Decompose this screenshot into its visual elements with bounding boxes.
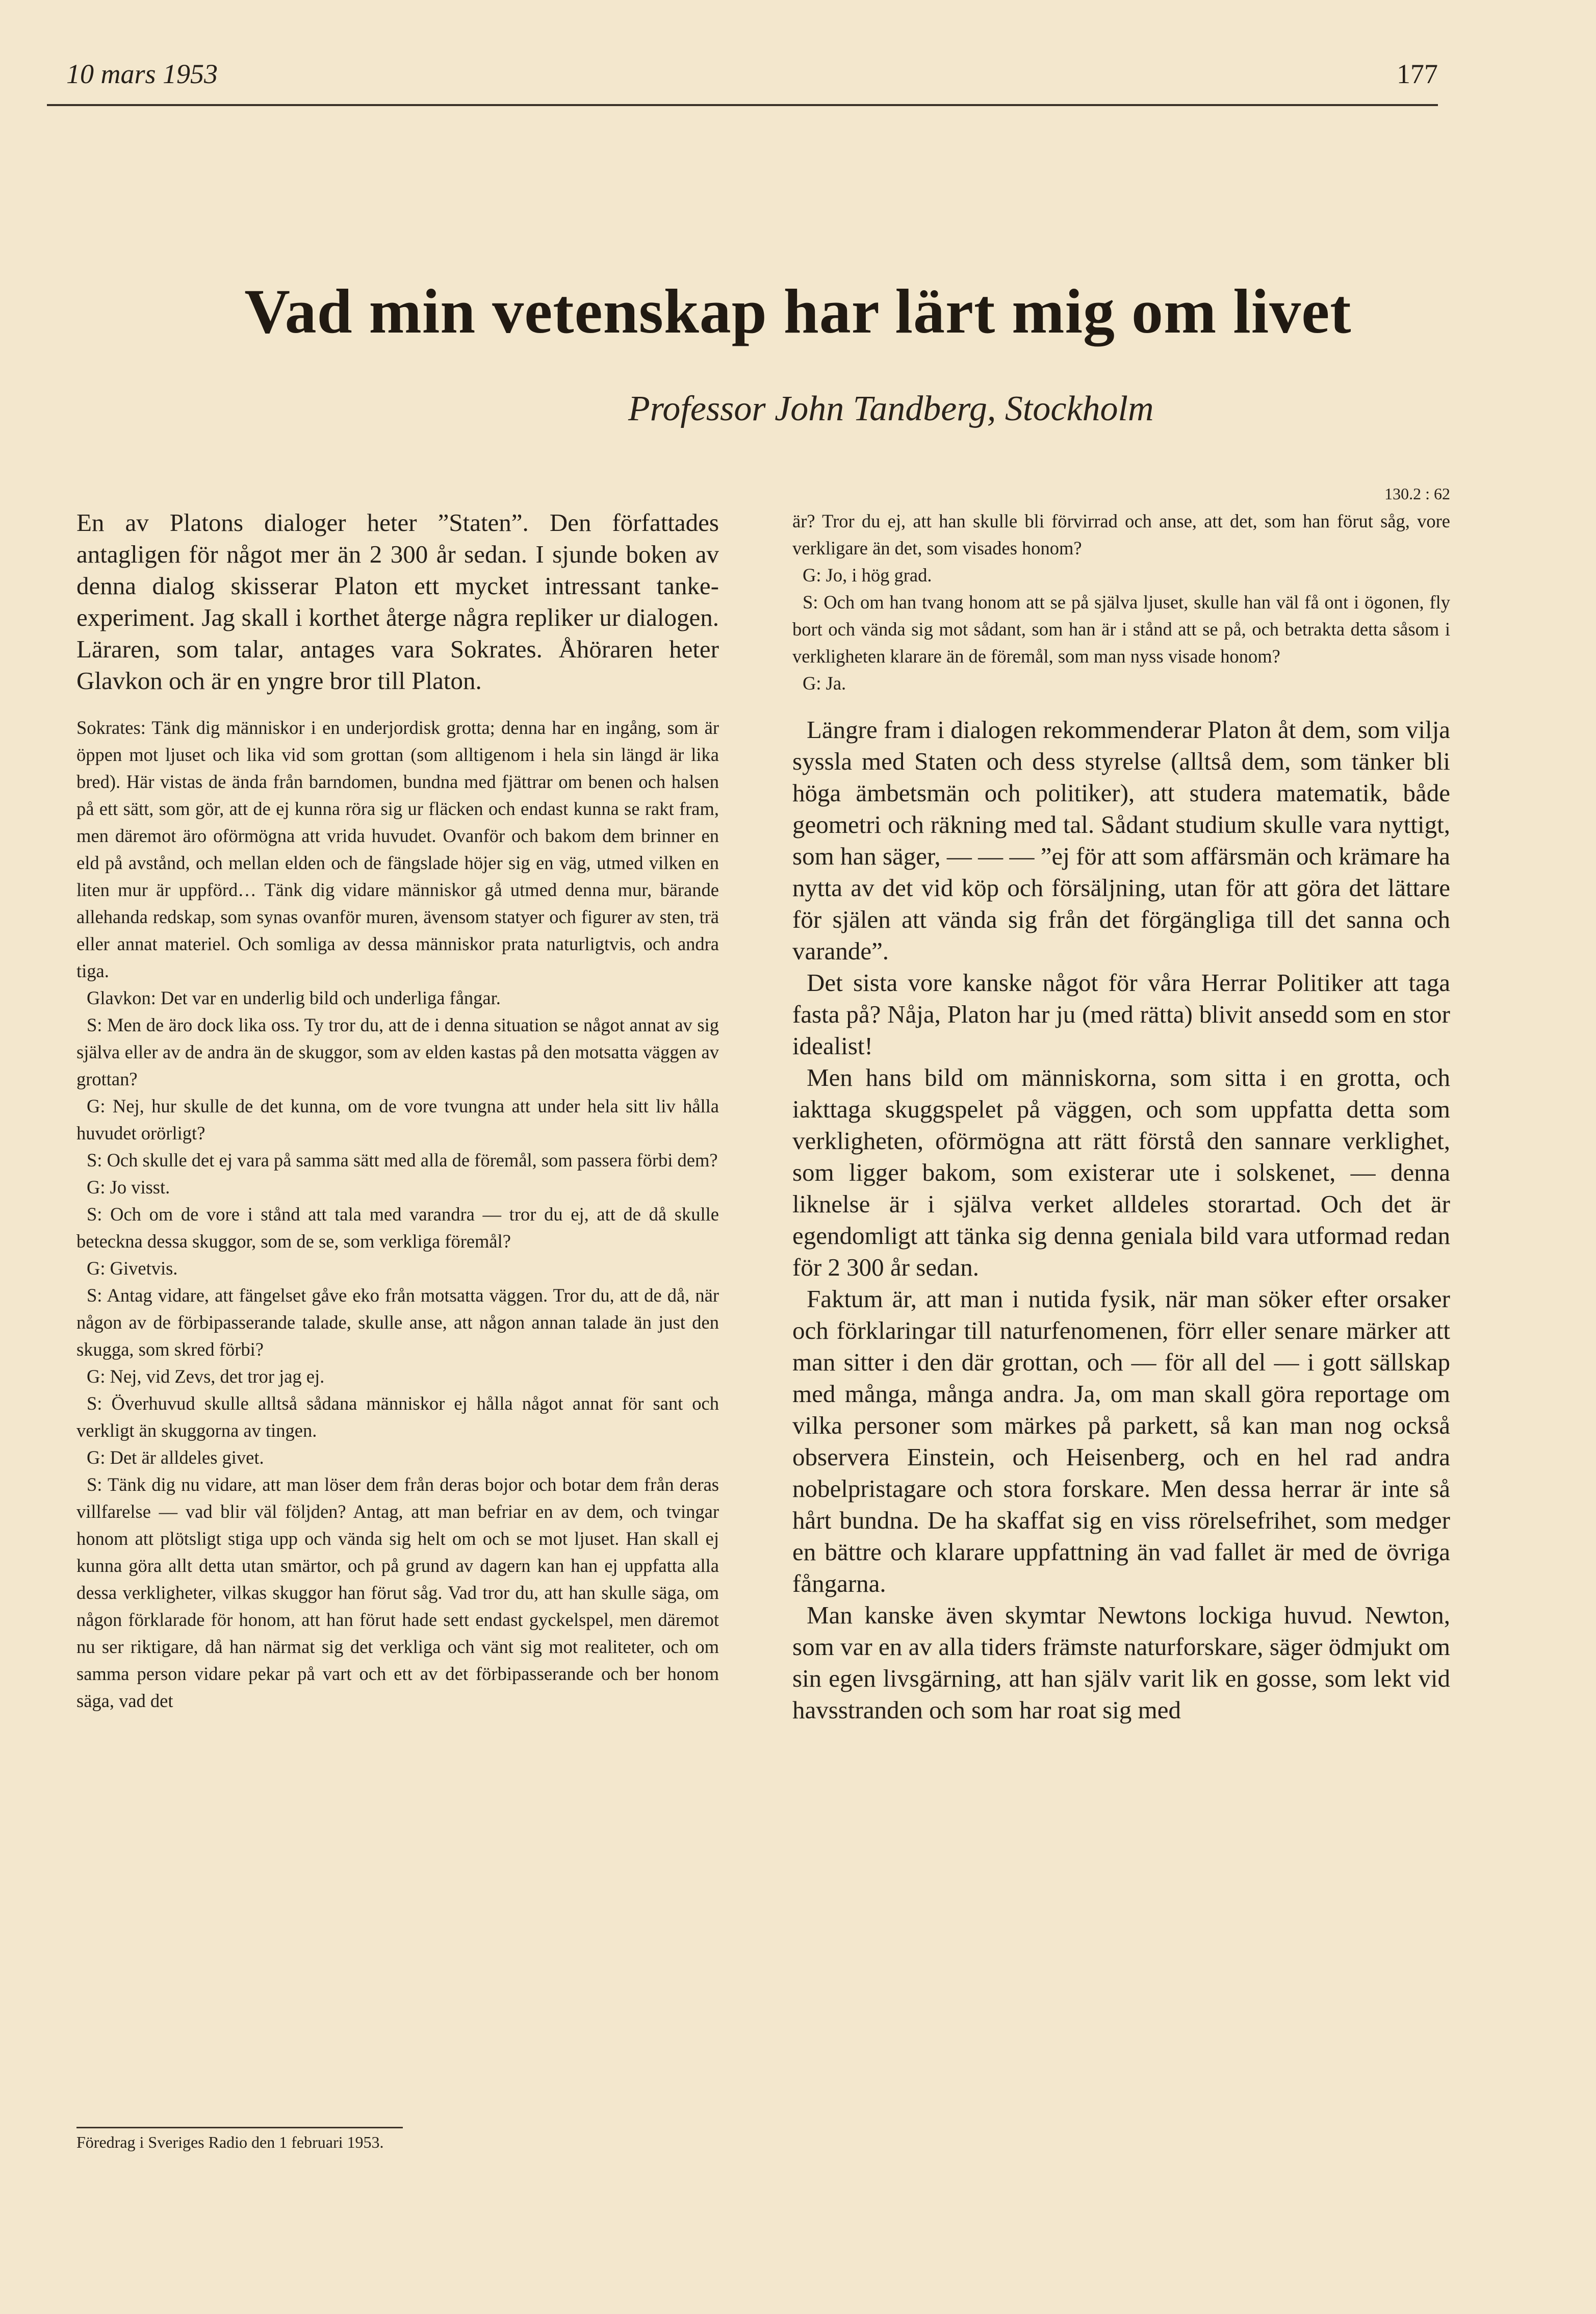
dialogue-paragraph: S: Och om de vore i stånd att tala med varandra — tror du ej, att de då skulle beteckna dessa skuggor, som de se, som verkliga föremål? — [76, 1204, 719, 1252]
right-column-body — [792, 507, 1450, 1726]
dialogue-paragraph: S: Antag vidare, att fängelset gåve eko från motsatta väggen. Tror du, att de då, när någon av de förbipasserande talade, skulle anse, att någon annan talade än just den skugga, som skred förbi? — [76, 1285, 719, 1360]
right-column — [792, 485, 1450, 2168]
dialogue-paragraph: G: Nej, hur skulle de det kunna, om de vore tvungna att under hela sitt liv hålla huvudet orörligt? — [76, 1096, 719, 1143]
dialogue-paragraph: är? Tror du ej, att han skulle bli förvirrad och anse, att det, som han förut såg, vore verkligare än det, som visades honom? — [792, 511, 1450, 558]
dialogue-paragraph: G: Ja. — [803, 673, 846, 694]
dialogue-paragraph: S: Men de äro dock lika oss. Ty tror du, att de i denna situation se något annat av sig själva eller av de andra än de skuggor, som av elden kastas på den motsatta väggen av grottan? — [76, 1014, 719, 1089]
page-header — [47, 55, 1438, 106]
dialogue-paragraph: S: Och skulle det ej vara på samma sätt med alla de föremål, som passera förbi dem? — [87, 1150, 718, 1171]
body-paragraph: Man kanske även skymtar Newtons lockiga huvud. Newton, som var en av alla tiders främste naturforskare, säger ödmjukt om sin egen livsgärning, att han själv varit lik en gosse, som lekt vid havsstranden och som har roat sig med — [792, 1601, 1450, 1724]
left-column — [76, 507, 719, 2159]
footnote-divider — [76, 2127, 403, 2128]
dialogue-paragraph: S: Överhuvud skulle alltså sådana människor ej hålla något annat för sant och verkligt än skuggorna av tingen. — [76, 1393, 719, 1441]
page-number: 177 — [1397, 59, 1438, 89]
body-paragraph: Men hans bild om människorna, som sitta i en grotta, och iakttaga skuggspelet på väggen, och som uppfatta detta som verkligheten, oförmögna att rätt förstå den sannare verklighet, som ligger bakom, som existerar ute i solskenet, — denna liknelse är i själva verket alldeles storartad. Och det är egendomligt att tänka sig denna geniala bild vara utformad redan för 2 300 år sedan. — [792, 1063, 1450, 1281]
body-paragraph: Faktum är, att man i nutida fysik, när man söker efter orsaker och förklaringar till naturfenomenen, förr eller senare märker att man sitter i den där grottan, och — för all del — i gott sällskap med många, många andra. Ja, om man skall göra reportage om vilka personer som märkes på parkett, så kan man nog också observera Einstein, och Heisenberg, och en hel rad andra nobelpristagare och stora forskare. Men dessa herrar är inte så hårt bundna. De ha skaffat sig en viss rörelsefrihet, som medger en bättre och klarare uppfattning än vad fallet är med de övriga fångarna. — [792, 1285, 1450, 1597]
dialogue-paragraph: G: Det är alldeles givet. — [87, 1447, 264, 1468]
dialogue-paragraph: Sokrates: Tänk dig människor i en underjordisk grotta; denna har en ingång, som är öppen mot ljuset och lika vid som grottan (som alltigenom i hela sin längd är lika bred). Här vistas de ända från barndomen, bundna med fjättrar om benen och halsen på ett sätt, som gör, att de ej kunna röra sig ur fläcken och endast kunna se rakt fram, men däremot äro oförmögna att vrida huvudet. Ovanför och bakom dem brinner en eld på avstånd, och mellan elden och de fängslade höjer sig en väg, utmed vilken en liten mur är uppförd… Tänk dig vidare människor gå utmed denna mur, bärande allehanda redskap, som synas ovanför muren, ävensom statyer och figurer av sten, trä eller annat materiel. Och somliga av dessa människor prata naturligtvis, och andra tiga. — [76, 717, 719, 981]
body-paragraph: Det sista vore kanske något för våra Herrar Politiker att taga fasta på? Nåja, Platon har ju (med rätta) blivit ansedd som en stor idealist! — [792, 969, 1450, 1060]
reference-code: 130.2 : 62 — [1384, 485, 1450, 503]
dialogue-paragraph: G: Givetvis. — [87, 1258, 178, 1279]
dialogue-paragraph: G: Nej, vid Zevs, det tror jag ej. — [87, 1366, 325, 1387]
paragraph-gap — [792, 697, 1450, 714]
article-title: Vad min vetenskap har lärt mig om livet — [244, 276, 1352, 346]
dialogue-paragraph: S: Och om han tvang honom att se på själva ljuset, skulle han väl få ont i ögonen, fly bort och vända sig mot sådant, som han är i stånd att se på, och betrakta detta såsom i verkligheten klarare än de föremål, som man nyss visade honom? — [792, 592, 1450, 667]
issue-date: 10 mars 1953 — [66, 59, 218, 89]
article-byline: Professor John Tandberg, Stockholm — [628, 389, 1154, 428]
body-paragraph: Längre fram i dialogen rekommenderar Platon åt dem, som vilja syssla med Staten och dess styrelse (alltså dem, som tänker bli höga ämbetsmän och politiker), att studera matematik, både geometri och räkning med tal. Sådant studium skulle vara nyttigt, som han säger, — — — ”ej för att som affärsmän och krämare ha nytta av det vid köp och försäljning, utan för att göra det lättare för själen att vända sig från det förgängliga till det sanna och varande”. — [792, 716, 1450, 965]
dialogue-paragraph: G: Jo, i hög grad. — [803, 565, 932, 586]
dialogue-paragraph: S: Tänk dig nu vidare, att man löser dem från deras bojor och botar dem från deras villfarelse — vad blir väl följden? Antag, att man befriar en av dem, och tvingar honom att plötsligt stiga upp och vända sig helt om och se mot ljuset. Han skall ej kunna göra allt detta utan smärtor, och på grund av dagern kan han ej uppfatta alla dessa verkligheter, vilkas skuggor han förut såg. Vad tror du, att han skulle säga, om någon förklarade för honom, att han förut hade sett endast gyckelspel, men däremot nu ser riktigare, då han närmat sig det verkliga och vänt sig mot realiteter, och om samma person vidare pekar på vart och ett av det förbipasserande och ber honom säga, vad det — [76, 1474, 719, 1711]
dialogue-paragraph: Glavkon: Det var en underlig bild och underliga fångar. — [87, 987, 501, 1008]
dialogue-paragraph: G: Jo visst. — [87, 1177, 170, 1198]
footnote: Föredrag i Sveriges Radio den 1 februari 1953. — [76, 2133, 384, 2151]
body-paragraph: En av Platons dialoger heter ”Staten”. Den författades antagligen för något mer än 2 300 år sedan. I sjunde boken av denna dialog skisserar Platon ett mycket intressant tanke-experiment. Jag skall i korthet återge några repliker ur dialogen. Läraren, som talar, antages vara Sokrates. Åhöraren heter Glavkon och är en yngre bror till Platon. — [76, 508, 719, 695]
